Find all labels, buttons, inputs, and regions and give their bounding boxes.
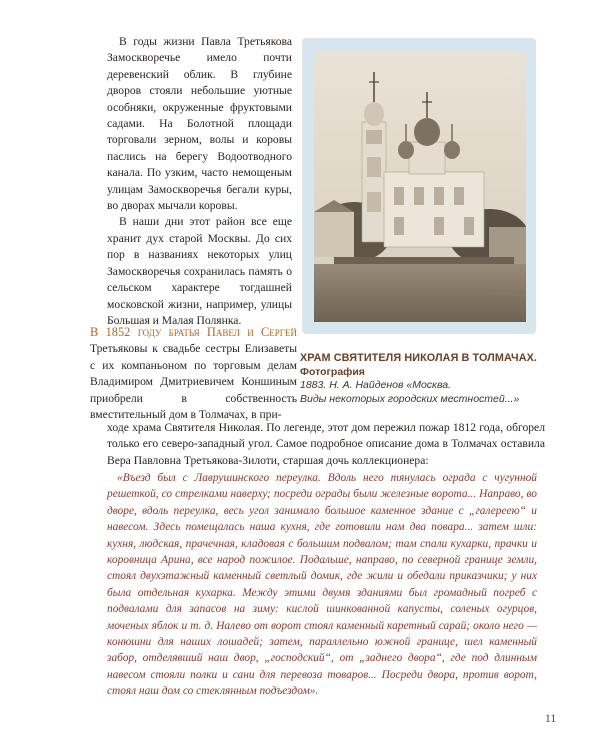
lead-continuation: Третьяковы к свадьбе сестры Елизаветы с их компаньоном по торговым делам Владимиром Дмитриевичем Коншиным приобрели в собственность вместительный дом в Толмачах, в при- bbox=[90, 342, 297, 422]
caption-title: ХРАМ СВЯТИТЕЛЯ НИКОЛАЯ В ТОЛМАЧАХ. bbox=[300, 352, 538, 364]
intro-column bbox=[107, 34, 292, 329]
page-number: 11 bbox=[545, 713, 557, 725]
church-photo bbox=[314, 52, 526, 322]
memoir-quote bbox=[107, 470, 537, 700]
body-text bbox=[107, 420, 545, 469]
church-photo-image bbox=[314, 52, 526, 322]
caption-subtitle: Фотография bbox=[300, 365, 365, 378]
photo-frame bbox=[302, 38, 536, 334]
quote-text: «Въезд был с Лаврушинского переулка. Вдоль него тянулась ограда с чугунной решеткой, со стрелками наверху; посреди ограды были железные ворота... Направо, во дворе, вдоль переулка, весь угол занимало большое каменное здание с „галереею“ и навесом. Здесь помещалась наша кухня, где готовили нам два повара... затем шли: кухня, людская, прачечная, кладовая с большим подвалом; там спали кухарки, прачки и коровница Арина, все народ пожилое. Подальше, направо, по северной границе земли, стоял двухэтажный каменный светлый домик, где жили и обедали приказчики; у них была отдельная кухарка. Между этими двумя зданиями был громадный погреб с подвалами для запасов на зиму: кислой шинкованной капусты, соленых огурцов, моченых яблок и т. д. Налево от ворот стоял каменный каретный сарай; около него — конюшни для наших лошадей; затем, параллельно южной границе, шел каменный забор, отделявший наш двор, „господский“, от „заднего двора“, где под длинным навесом стояли полки и сани для перевоза товаров... Посреди двора, против ворот, стоял наш дом со стеклянным подъездом». bbox=[107, 472, 537, 698]
intro-paragraph-1: В годы жизни Павла Третьякова Замоскворечье имело почти деревенский облик. В глубине дворов стояли небольшие уютные особняки, окруженные фруктовыми садами. На Болотной площади торговали зерном, волы и коровы паслись на берегу Водоотводного канала. По узким, часто немощеным улицам Замоскворечья бегали куры, во дворах мычали коровы. bbox=[107, 35, 292, 213]
lead-text: В 1852 году братья Павел и Сергей bbox=[90, 325, 297, 339]
intro-paragraph-2: В наши дни этот район все еще хранит дух старой Москвы. До сих пор в названиях некоторых улиц Замоскворечья сохранилась память о сельском характере тогдашней московской жизни, например, улицы Большая и Малая Полянка. bbox=[107, 215, 292, 327]
lead-paragraph bbox=[90, 324, 297, 423]
caption-line-2: Виды некоторых городских местностей...» bbox=[300, 392, 520, 405]
caption-line-1: 1883. Н. А. Найденов «Москва. bbox=[300, 379, 452, 391]
body-paragraph: ходе храма Святителя Николая. По легенде, этот дом пережил пожар 1812 года, обгорел только его северо-западный угол. Самое подробное описание дома в Толмачах оставила Вера Павловна Третьякова-Зилоти, старшая дочь коллекционера: bbox=[107, 421, 545, 467]
photo-caption bbox=[300, 352, 580, 406]
